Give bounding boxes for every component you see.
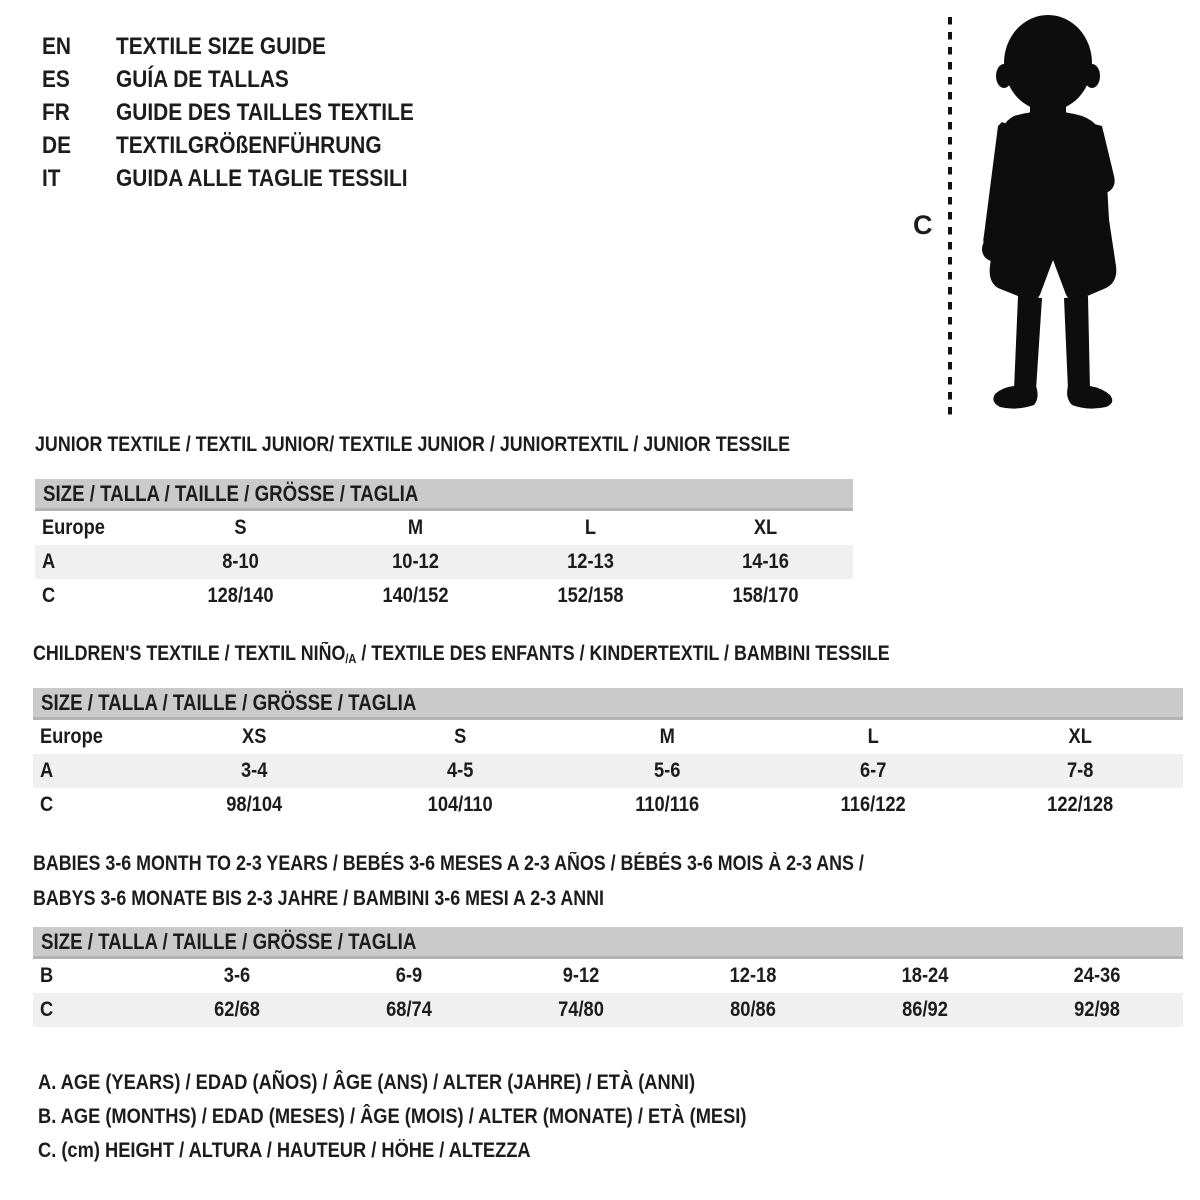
size-cell: 6-7 <box>860 759 887 782</box>
size-cell: 8-10 <box>222 550 259 573</box>
size-cell: 86/92 <box>902 998 948 1021</box>
size-cell: XL <box>1068 725 1092 748</box>
legend-line-b-text: B. AGE (MONTHS) / EDAD (MESES) / ÂGE (MOIS) / ALTER (MONATE) / ETÀ (MESI) <box>38 1105 747 1128</box>
table-row-c <box>35 579 853 613</box>
table-row-a <box>35 545 853 579</box>
language-code-text: FR <box>42 98 70 126</box>
size-cell: S <box>234 516 247 539</box>
size-cell: XL <box>753 516 778 539</box>
size-cell: 158/170 <box>732 584 799 607</box>
size-cell: 24-36 <box>1073 964 1121 987</box>
size-header-bar <box>33 688 1183 720</box>
size-cell: S <box>454 725 467 748</box>
size-header-text: SIZE / TALLA / TAILLE / GRÖSSE / TAGLIA <box>41 690 417 715</box>
size-cell: 12-18 <box>729 964 777 987</box>
language-title <box>116 66 315 94</box>
language-code <box>42 66 116 94</box>
size-cell: 68/74 <box>386 998 432 1021</box>
size-header-bar <box>35 479 853 511</box>
size-cell: 4-5 <box>447 759 474 782</box>
size-cell: 74/80 <box>558 998 604 1021</box>
size-cell: 140/152 <box>382 584 449 607</box>
language-title-text: GUIDA ALLE TAGLIE TESSILI <box>116 164 408 192</box>
size-cell: 128/140 <box>207 584 274 607</box>
size-cell: 6-9 <box>395 964 423 987</box>
legend-line-a <box>38 1066 852 1100</box>
language-title-text: GUIDE DES TAILLES TEXTILE <box>116 98 414 126</box>
language-title <box>116 99 458 127</box>
table-row-a <box>33 754 1183 788</box>
language-row-fr <box>42 96 458 129</box>
row-label-cell: A <box>41 550 56 573</box>
measurement-legend <box>38 1066 852 1168</box>
table-row-c <box>33 788 1183 822</box>
size-cell: 116/122 <box>840 793 906 816</box>
size-cell: M <box>659 725 675 748</box>
babies-section-title-line2: BABYS 3-6 MONATE BIS 2-3 JAHRE / BAMBINI 3-6 MESI A 2-3 ANNI <box>33 887 604 910</box>
junior-section-title: JUNIOR TEXTILE / TEXTIL JUNIOR/ TEXTILE JUNIOR / JUNIORTEXTIL / JUNIOR TESSILE <box>35 433 791 456</box>
table-row-c <box>33 993 1183 1027</box>
children-section-title <box>33 642 890 666</box>
size-cell: 14-16 <box>742 550 789 573</box>
size-cell: 92/98 <box>1074 998 1120 1021</box>
babies-size-table <box>33 927 1183 1027</box>
children-title-text: CHILDREN'S TEXTILE / TEXTIL NIÑO <box>33 642 346 665</box>
language-code-text: ES <box>42 65 70 93</box>
size-cell: 5-6 <box>653 759 681 782</box>
size-cell: 12-13 <box>567 550 614 573</box>
language-code <box>42 132 116 160</box>
children-title-text: / TEXTILE DES ENFANTS / KINDERTEXTIL / BAMBINI TESSILE <box>356 642 890 665</box>
language-code <box>42 165 116 193</box>
size-cell: 80/86 <box>730 998 776 1021</box>
language-title <box>116 132 421 160</box>
row-label-cell: C <box>41 584 56 607</box>
language-title-text: TEXTILGRÖßENFÜHRUNG <box>116 131 382 159</box>
children-title-sub: /A <box>345 651 357 666</box>
size-cell: L <box>584 516 597 539</box>
table-row-europe <box>35 511 853 545</box>
size-cell: 110/116 <box>635 793 700 816</box>
row-label-cell: A <box>39 759 54 782</box>
size-cell: 10-12 <box>392 550 439 573</box>
language-code-text: IT <box>42 164 61 192</box>
table-row-europe <box>33 720 1183 754</box>
size-cell: 3-6 <box>223 964 251 987</box>
size-cell: L <box>867 725 879 748</box>
legend-line-c-text: C. (cm) HEIGHT / ALTURA / HAUTEUR / HÖHE / ALTEZZA <box>38 1139 531 1162</box>
language-title <box>116 165 451 193</box>
language-row-es <box>42 63 458 96</box>
legend-line-a-text: A. AGE (YEARS) / EDAD (AÑOS) / ÂGE (ANS) / ALTER (JAHRE) / ETÀ (ANNI) <box>38 1071 696 1094</box>
language-row-it <box>42 162 458 195</box>
height-measure-figure <box>900 5 1160 425</box>
junior-size-table <box>35 479 853 613</box>
size-cell: 152/158 <box>557 584 624 607</box>
height-label-c: C <box>913 210 933 240</box>
row-label-cell: Europe <box>39 725 103 748</box>
size-header-bar <box>33 927 1183 959</box>
language-title-text: GUÍA DE TALLAS <box>116 65 289 93</box>
size-header-text: SIZE / TALLA / TAILLE / GRÖSSE / TAGLIA <box>41 929 417 954</box>
babies-section-title-line1: BABIES 3-6 MONTH TO 2-3 YEARS / BEBÉS 3-6 MESES A 2-3 AÑOS / BÉBÉS 3-6 MOIS À 2-3 ANS / <box>33 852 864 875</box>
size-cell: 104/110 <box>428 793 494 816</box>
size-cell: M <box>407 516 424 539</box>
language-list <box>42 30 458 195</box>
size-cell: 18-24 <box>901 964 949 987</box>
language-code-text: EN <box>42 32 72 60</box>
size-cell: 7-8 <box>1066 759 1094 782</box>
baby-silhouette-icon <box>982 15 1116 409</box>
size-cell: 122/128 <box>1046 793 1113 816</box>
language-title-text: TEXTILE SIZE GUIDE <box>116 32 326 60</box>
table-row-b <box>33 959 1183 993</box>
row-label-cell: C <box>39 998 54 1021</box>
size-header-text: SIZE / TALLA / TAILLE / GRÖSSE / TAGLIA <box>43 481 419 506</box>
children-size-table <box>33 688 1183 822</box>
language-code-text: DE <box>42 131 72 159</box>
row-label-cell: Europe <box>41 516 105 539</box>
row-label-cell: C <box>39 793 54 816</box>
row-label-cell: B <box>39 964 54 987</box>
language-code <box>42 33 116 61</box>
size-cell: XS <box>242 725 267 748</box>
size-cell: 9-12 <box>562 964 600 987</box>
legend-line-b <box>38 1100 852 1134</box>
size-cell: 3-4 <box>240 759 268 782</box>
language-title <box>116 33 357 61</box>
language-row-en <box>42 30 458 63</box>
language-row-de <box>42 129 458 162</box>
legend-line-c <box>38 1134 852 1168</box>
size-cell: 98/104 <box>226 793 283 816</box>
size-cell: 62/68 <box>214 998 260 1021</box>
language-code <box>42 99 116 127</box>
